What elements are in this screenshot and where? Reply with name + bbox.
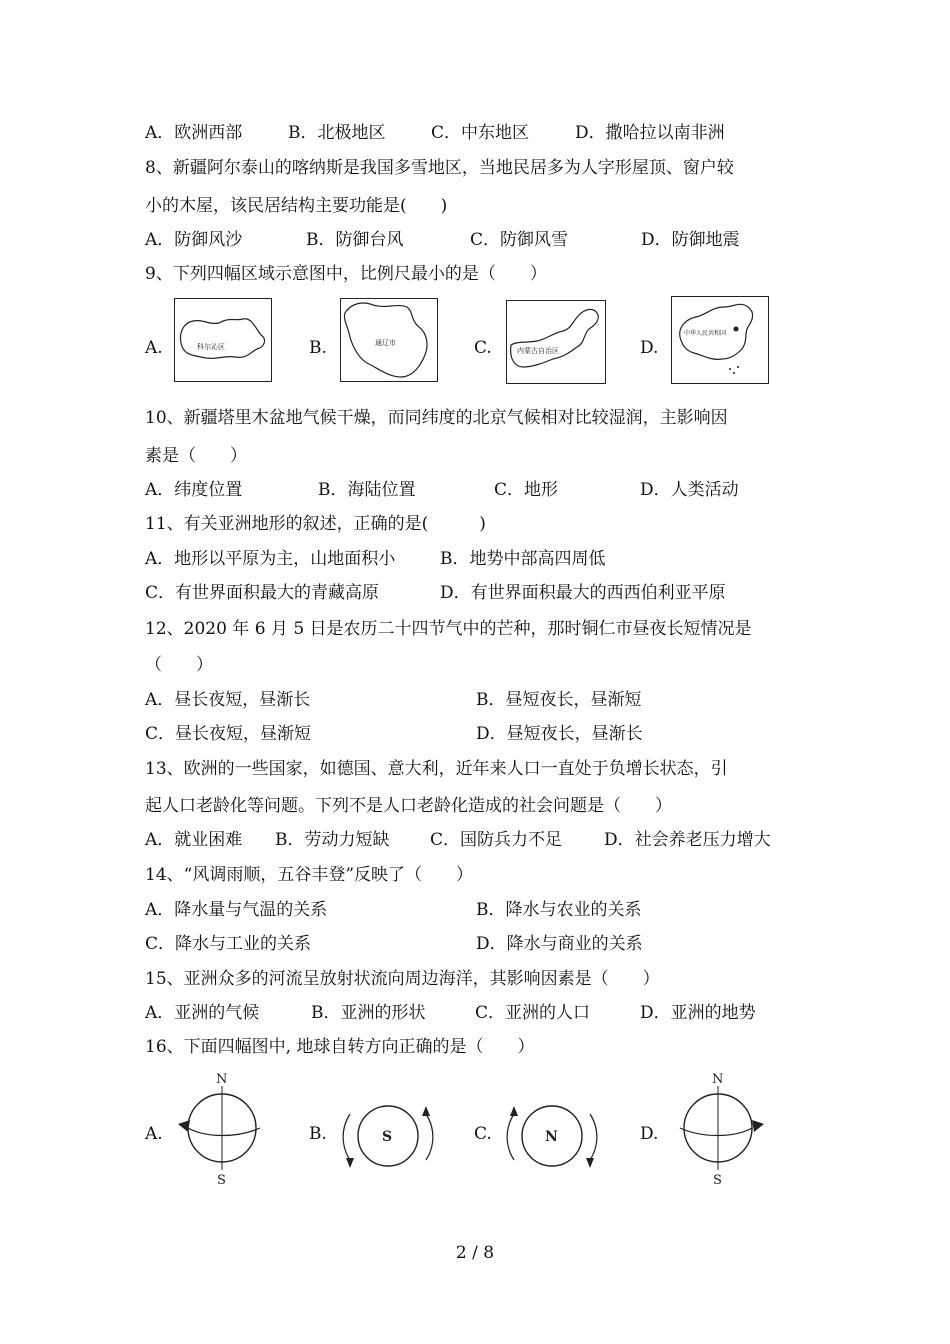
q9-map-a (174, 298, 272, 382)
q11-option-d: D．有世界面积最大的西西伯利亚平原 (440, 583, 726, 603)
q16-globe-c (500, 1098, 604, 1174)
q9-map-b (340, 298, 438, 382)
q8-option-d: D．防御地震 (641, 230, 740, 250)
q12-option-a: A．昼长夜短，昼渐长 (145, 690, 311, 710)
q15-option-d: D．亚洲的地势 (640, 1003, 756, 1023)
q9-label-b: B. (309, 338, 327, 358)
q13-option-b: B．劳动力短缺 (275, 830, 390, 850)
q12-stem-line2: （ ） (145, 655, 213, 675)
q10-option-c: C．地形 (494, 480, 559, 500)
q16-label-b: B. (309, 1124, 327, 1144)
q13-option-d: D．社会养老压力增大 (604, 830, 771, 850)
q16-globe-d (666, 1068, 770, 1186)
q7-option-a: A．欧洲西部 (145, 123, 243, 143)
q16-globe-b (336, 1098, 440, 1174)
q12-option-b: B．昼短夜长，昼渐短 (476, 690, 642, 710)
q15-option-c: C．亚洲的人口 (475, 1003, 591, 1023)
q14-option-d: D．降水与商业的关系 (476, 934, 643, 954)
q7-option-c: C．中东地区 (431, 123, 530, 143)
q16-globe-c-pole: N (545, 1129, 558, 1145)
q13-stem-line1: 13、欧洲的一些国家，如德国、意大利，近年来人口一直处于负增长状态，引 (145, 759, 728, 779)
q11-option-a: A．地形以平原为主，山地面积小 (145, 549, 396, 569)
q9-map-b-text: 通辽市 (375, 339, 396, 347)
q14-option-a: A．降水量与气温的关系 (145, 900, 328, 920)
q11-stem: 11、有关亚洲地形的叙述，正确的是( ) (145, 514, 486, 534)
q16-label-d: D. (640, 1124, 659, 1144)
q10-stem-line2: 素是（ ） (145, 446, 247, 466)
q9-label-c: C. (474, 338, 492, 358)
q10-stem-line1: 10、新疆塔里木盆地气候干燥，而同纬度的北京气候相对比较湿润，主影响因 (145, 408, 728, 428)
q12-option-c: C．昼长夜短，昼渐短 (145, 724, 312, 744)
q10-option-b: B．海陆位置 (318, 480, 416, 500)
q10-option-d: D．人类活动 (640, 480, 739, 500)
q16-label-a: A. (145, 1124, 163, 1144)
q9-map-a-text: 科尔沁区 (197, 343, 225, 351)
q13-stem-line2: 起人口老龄化等问题。下列不是人口老龄化造成的社会问题是（ ） (145, 796, 672, 816)
q8-option-a: A．防御风沙 (145, 230, 243, 250)
q8-option-b: B．防御台风 (306, 230, 404, 250)
q16-label-c: C. (474, 1124, 492, 1144)
q16-globe-d-north: N (712, 1072, 724, 1087)
q9-label-a: A. (145, 338, 163, 358)
q12-stem-line1: 12、2020 年 6 月 5 日是农历二十四节气中的芒种，那时铜仁市昼夜长短情况是 (145, 619, 752, 639)
q16-stem: 16、下面四幅图中, 地球自转方向正确的是（ ） (145, 1037, 535, 1057)
q9-map-d (671, 296, 769, 384)
q10-option-a: A．纬度位置 (145, 480, 243, 500)
q15-option-b: B．亚洲的形状 (311, 1003, 426, 1023)
q16-globe-b-pole: S (382, 1129, 393, 1145)
q9-label-d: D. (640, 338, 659, 358)
q9-map-c (506, 300, 606, 384)
q7-option-b: B．北极地区 (288, 123, 386, 143)
q11-option-c: C．有世界面积最大的青藏高原 (145, 583, 380, 603)
q9-map-c-text: 内蒙古自治区 (517, 347, 559, 355)
q9-stem: 9、下列四幅区域示意图中，比例尺最小的是（ ） (145, 264, 547, 284)
q9-map-d-text: 中华人民共和国 (684, 330, 727, 337)
q16-globe-a (170, 1068, 274, 1186)
q16-globe-a-south: S (217, 1173, 226, 1186)
page-number: 2 / 8 (455, 1243, 495, 1263)
q12-option-d: D．昼短夜长，昼渐长 (476, 724, 643, 744)
q15-option-a: A．亚洲的气候 (145, 1003, 260, 1023)
q13-option-a: A．就业困难 (145, 830, 243, 850)
q14-option-c: C．降水与工业的关系 (145, 934, 312, 954)
q16-globe-a-north: N (216, 1072, 228, 1087)
q7-option-d: D．撒哈拉以南非洲 (575, 123, 725, 143)
q8-stem-line1: 8、新疆阿尔泰山的喀纳斯是我国多雪地区，当地民居多为人字形屋顶、窗户较 (145, 158, 734, 178)
q8-option-c: C．防御风雪 (470, 230, 569, 250)
q11-option-b: B．地势中部高四周低 (440, 549, 606, 569)
q14-option-b: B．降水与农业的关系 (476, 900, 642, 920)
q16-globe-d-south: S (713, 1173, 722, 1186)
q14-stem: 14、“风调雨顺，五谷丰登”反映了（ ） (145, 865, 474, 885)
q8-stem-line2: 小的木屋，该民居结构主要功能是( ) (145, 196, 448, 216)
q13-option-c: C．国防兵力不足 (430, 830, 563, 850)
q15-stem: 15、亚洲众多的河流呈放射状流向周边海洋，其影响因素是（ ） (145, 969, 660, 989)
